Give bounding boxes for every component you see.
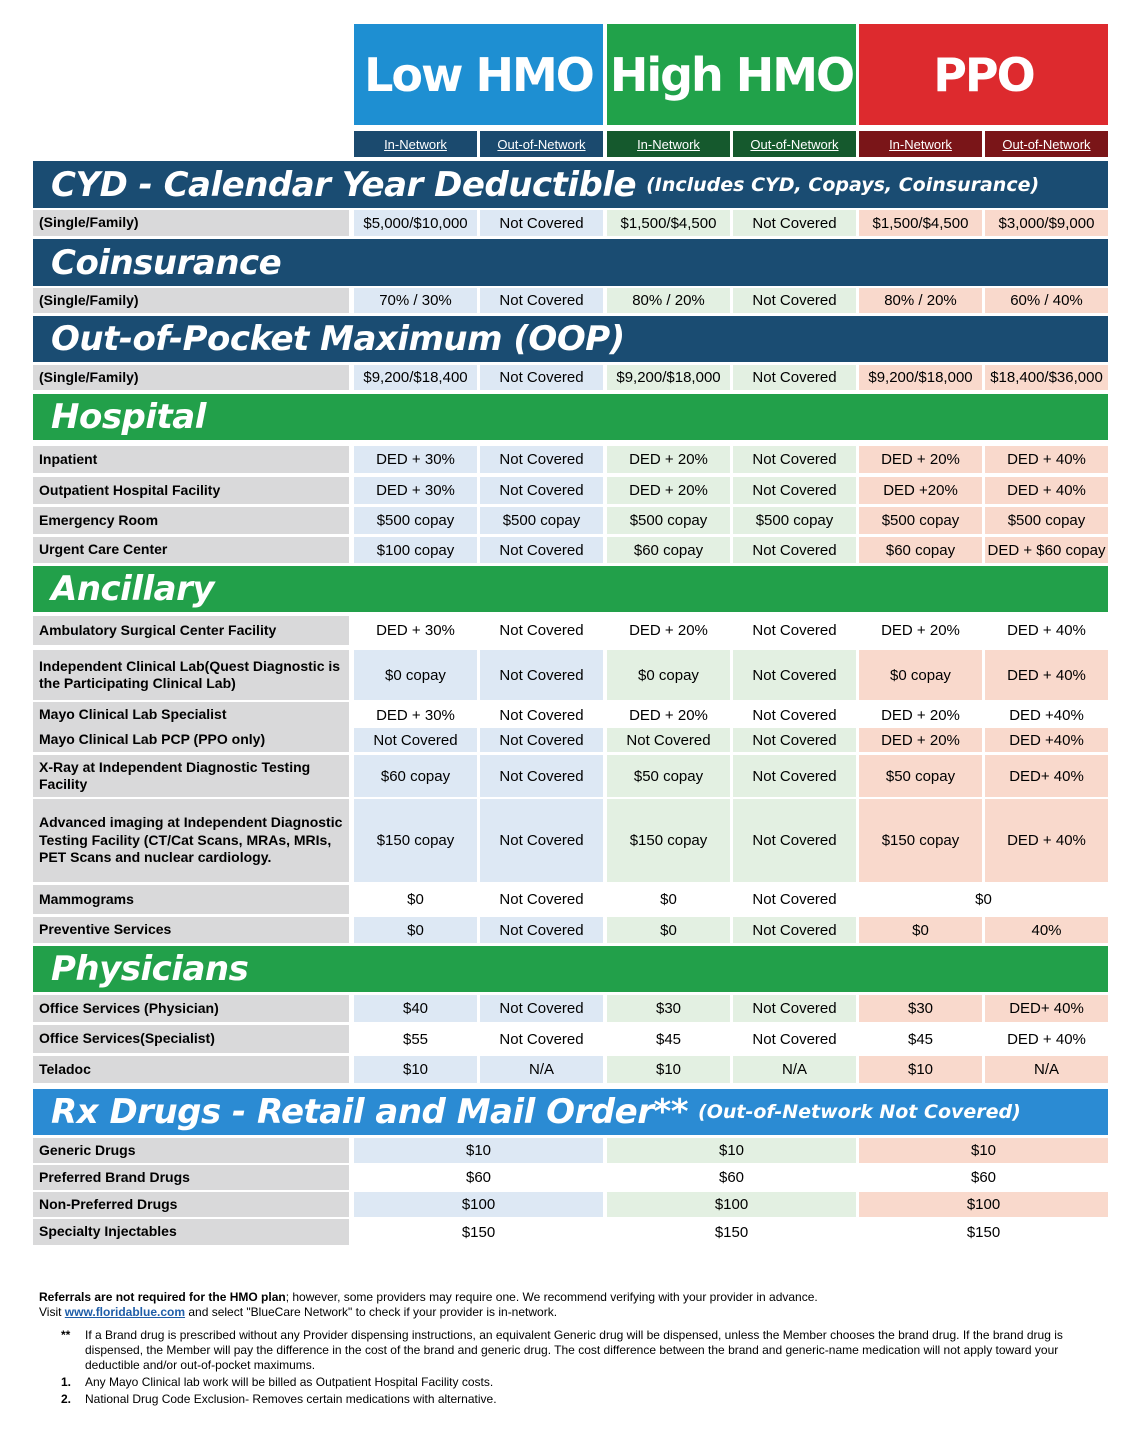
benefit-cell: DED + 20% <box>859 702 982 728</box>
benefit-cell: DED + 40% <box>985 616 1108 645</box>
benefit-cell: Not Covered <box>480 616 603 645</box>
benefit-cell: $500 copay <box>480 507 603 534</box>
benefit-cell: $3,000/$9,000 <box>985 210 1108 236</box>
benefit-cell: DED +20% <box>859 477 982 504</box>
benefit-cell: Not Covered <box>480 702 603 728</box>
row-label: Office Services (Physician) <box>33 995 349 1022</box>
benefit-cell: $0 <box>859 885 1108 914</box>
benefit-cell: Not Covered <box>733 917 856 943</box>
benefit-cell: DED +40% <box>985 702 1108 728</box>
benefit-cell: DED + 40% <box>985 446 1108 473</box>
row-label: Urgent Care Center <box>33 537 349 563</box>
benefit-cell: $60 <box>607 1165 856 1190</box>
visit-suffix: and select "BlueCare Network" to check if your provider is in-network. <box>185 1305 558 1319</box>
section-header <box>33 239 1108 286</box>
row-label: (Single/Family) <box>33 288 349 313</box>
in-network-tab-high-hmo[interactable]: In-Network <box>607 131 730 157</box>
row-label: Generic Drugs <box>33 1138 349 1163</box>
benefit-cell: DED + 30% <box>354 446 477 473</box>
benefit-cell: $100 copay <box>354 537 477 563</box>
benefit-cell: N/A <box>480 1056 603 1083</box>
benefit-cell: DED + 20% <box>607 616 730 645</box>
benefit-cell: N/A <box>985 1056 1108 1083</box>
benefit-cell: $60 copay <box>859 537 982 563</box>
benefit-cell: $10 <box>607 1138 856 1163</box>
benefit-cell: $60 <box>354 1165 603 1190</box>
benefit-cell: Not Covered <box>480 917 603 943</box>
section-title: Physicians <box>51 949 249 989</box>
benefit-cell: Not Covered <box>733 799 856 882</box>
benefit-cell: DED + 40% <box>985 477 1108 504</box>
benefit-cell: 70% / 30% <box>354 288 477 313</box>
benefit-cell: Not Covered <box>733 210 856 236</box>
benefit-cell: DED+ 40% <box>985 755 1108 797</box>
section-title: Ancillary <box>51 569 215 609</box>
section-header <box>33 394 1108 440</box>
benefit-cell: Not Covered <box>480 799 603 882</box>
benefit-cell: $100 <box>354 1192 603 1217</box>
benefit-cell: $150 <box>354 1219 603 1245</box>
row-label: Outpatient Hospital Facility <box>33 477 349 504</box>
benefit-cell: Not Covered <box>480 995 603 1022</box>
benefit-cell: DED + 30% <box>354 477 477 504</box>
benefit-cell: Not Covered <box>480 1025 603 1053</box>
section-title: Out-of-Pocket Maximum (OOP) <box>51 319 625 359</box>
benefit-cell: Not Covered <box>480 537 603 563</box>
out-of-network-tab-high-hmo[interactable]: Out-of-Network <box>733 131 856 157</box>
benefit-cell: DED + 20% <box>607 702 730 728</box>
benefit-cell: $10 <box>354 1056 477 1083</box>
plan-header-high-hmo: High HMO <box>607 24 856 125</box>
benefit-cell: $150 copay <box>859 799 982 882</box>
footnote-mark: 1. <box>61 1375 72 1389</box>
benefit-cell: $0 <box>607 885 730 914</box>
benefit-cell: $0 copay <box>354 650 477 700</box>
benefit-cell: $10 <box>859 1056 982 1083</box>
row-label: Mayo Clinical Lab PCP (PPO only) <box>33 728 349 752</box>
section-title: CYD - Calendar Year Deductible <box>51 164 637 205</box>
benefit-cell: $60 copay <box>607 537 730 563</box>
benefit-cell: $500 copay <box>985 507 1108 534</box>
benefit-cell: Not Covered <box>480 288 603 313</box>
benefit-cell: DED + 40% <box>985 650 1108 700</box>
row-label: Mammograms <box>33 885 349 914</box>
footnote-list <box>61 1328 1099 1407</box>
row-label: Independent Clinical Lab(Quest Diagnostic is the Participating Clinical Lab) <box>33 650 349 700</box>
row-label: Preferred Brand Drugs <box>33 1165 349 1190</box>
benefit-cell: Not Covered <box>480 210 603 236</box>
benefit-cell: DED + 30% <box>354 616 477 645</box>
benefit-cell: $500 copay <box>607 507 730 534</box>
benefit-cell: $150 copay <box>354 799 477 882</box>
footnote-mark: ** <box>61 1328 71 1342</box>
row-label: (Single/Family) <box>33 210 349 236</box>
benefit-cell: DED + $60 copay <box>985 537 1108 563</box>
section-header <box>33 316 1108 362</box>
benefit-cell: $150 <box>859 1219 1108 1245</box>
benefit-cell: $45 <box>607 1025 730 1053</box>
section-title: Coinsurance <box>51 242 282 283</box>
row-label: (Single/Family) <box>33 365 349 390</box>
benefit-cell: $500 copay <box>354 507 477 534</box>
benefit-cell: DED + 20% <box>859 728 982 752</box>
footnote-text: If a Brand drug is prescribed without any Provider dispensing instructions, an equivalent Generic drug will be dispensed, unless the Member chooses the brand drug. If the brand drug is dispensed, the Member will pay the difference in the cost of the brand and generic drug. The cost difference between the brand and generic-name medication will not apply toward your deductible and/or out-of-pocket maximums. <box>85 1328 1063 1372</box>
benefit-cell: $0 copay <box>607 650 730 700</box>
footnote <box>61 1375 1099 1390</box>
benefit-cell: DED + 20% <box>859 616 982 645</box>
benefit-cell: $100 <box>859 1192 1108 1217</box>
benefit-cell: $150 <box>607 1219 856 1245</box>
section-header <box>33 161 1108 208</box>
benefit-cell: $10 <box>354 1138 603 1163</box>
in-network-tab-low-hmo[interactable]: In-Network <box>354 131 477 157</box>
section-note: (Includes CYD, Copays, Coinsurance) <box>646 173 1040 196</box>
benefit-cell: Not Covered <box>480 728 603 752</box>
benefit-cell: $55 <box>354 1025 477 1053</box>
row-label: Advanced imaging at Independent Diagnostic Testing Facility (CT/Cat Scans, MRAs, MRIs, PET Scans and nuclear cardiology. <box>33 799 349 882</box>
benefit-cell: $5,000/$10,000 <box>354 210 477 236</box>
benefit-cell: Not Covered <box>733 288 856 313</box>
benefit-cell: $40 <box>354 995 477 1022</box>
benefit-cell: Not Covered <box>480 755 603 797</box>
in-network-tab-ppo[interactable]: In-Network <box>859 131 982 157</box>
section-title: Hospital <box>51 397 206 437</box>
benefit-cell: $100 <box>607 1192 856 1217</box>
benefit-cell: $30 <box>607 995 730 1022</box>
row-label: X-Ray at Independent Diagnostic Testing Facility <box>33 755 349 797</box>
benefit-cell: 60% / 40% <box>985 288 1108 313</box>
visit-note <box>39 1305 1099 1320</box>
section-header <box>33 946 1108 992</box>
benefit-cell: Not Covered <box>733 365 856 390</box>
footnote-text: National Drug Code Exclusion- Removes certain medications with alternative. <box>85 1392 497 1406</box>
benefit-cell: $150 copay <box>607 799 730 882</box>
benefit-cell: DED+ 40% <box>985 995 1108 1022</box>
row-label: Ambulatory Surgical Center Facility <box>33 616 349 645</box>
floridablue-link[interactable]: www.floridablue.com <box>64 1305 186 1319</box>
benefit-cell: $45 <box>859 1025 982 1053</box>
benefit-cell: $18,400/$36,000 <box>985 365 1108 390</box>
benefit-cell: 40% <box>985 917 1108 943</box>
benefit-cell: DED + 40% <box>985 799 1108 882</box>
benefit-cell: $10 <box>859 1138 1108 1163</box>
referral-note-bold: Referrals are not required for the HMO plan <box>39 1290 286 1304</box>
benefit-cell: Not Covered <box>480 446 603 473</box>
benefit-cell: $0 <box>354 917 477 943</box>
out-of-network-tab-low-hmo[interactable]: Out-of-Network <box>480 131 603 157</box>
section-header <box>33 1089 1108 1135</box>
benefit-cell: $0 <box>859 917 982 943</box>
benefit-cell: 80% / 20% <box>607 288 730 313</box>
benefit-cell: DED + 20% <box>607 477 730 504</box>
footer-notes <box>39 1290 1099 1407</box>
benefit-cell: $500 copay <box>859 507 982 534</box>
section-header <box>33 566 1108 612</box>
benefit-cell: DED +40% <box>985 728 1108 752</box>
benefit-cell: $9,200/$18,000 <box>859 365 982 390</box>
footnote-mark: 2. <box>61 1392 72 1406</box>
benefit-cell: $9,200/$18,400 <box>354 365 477 390</box>
row-label: Non-Preferred Drugs <box>33 1192 349 1217</box>
benefit-cell: Not Covered <box>354 728 477 752</box>
benefit-cell: $0 <box>354 885 477 914</box>
benefit-cell: Not Covered <box>480 650 603 700</box>
row-label: Emergency Room <box>33 507 349 534</box>
visit-prefix: Visit <box>39 1305 65 1319</box>
benefit-cell: $9,200/$18,000 <box>607 365 730 390</box>
plan-header-low-hmo: Low HMO <box>354 24 603 125</box>
section-title: Rx Drugs - Retail and Mail Order** <box>51 1092 689 1132</box>
benefit-cell: Not Covered <box>733 477 856 504</box>
benefit-cell: Not Covered <box>733 885 856 914</box>
benefit-cell: Not Covered <box>480 365 603 390</box>
benefit-cell: $1,500/$4,500 <box>859 210 982 236</box>
benefit-cell: 80% / 20% <box>859 288 982 313</box>
footnote-text: Any Mayo Clinical lab work will be billed as Outpatient Hospital Facility costs. <box>85 1375 494 1389</box>
benefit-cell: N/A <box>733 1056 856 1083</box>
footnote <box>61 1392 1099 1407</box>
benefit-cell: $50 copay <box>859 755 982 797</box>
plan-header-ppo: PPO <box>859 24 1108 125</box>
benefit-cell: Not Covered <box>733 1025 856 1053</box>
benefit-cell: $60 copay <box>354 755 477 797</box>
footnote <box>61 1328 1099 1373</box>
benefit-cell: Not Covered <box>480 885 603 914</box>
benefit-cell: Not Covered <box>733 650 856 700</box>
row-label: Teladoc <box>33 1056 349 1083</box>
benefit-cell: Not Covered <box>733 537 856 563</box>
benefit-cell: DED + 30% <box>354 702 477 728</box>
row-label: Office Services(Specialist) <box>33 1025 349 1053</box>
benefit-cell: DED + 40% <box>985 1025 1108 1053</box>
benefit-cell: $60 <box>859 1165 1108 1190</box>
row-label: Mayo Clinical Lab Specialist <box>33 702 349 728</box>
section-note: (Out-of-Network Not Covered) <box>698 1101 1021 1123</box>
benefit-cell: Not Covered <box>733 728 856 752</box>
row-label: Inpatient <box>33 446 349 473</box>
benefit-cell: $10 <box>607 1056 730 1083</box>
benefit-cell: $500 copay <box>733 507 856 534</box>
benefit-cell: $0 copay <box>859 650 982 700</box>
benefit-cell: DED + 20% <box>859 446 982 473</box>
benefit-cell: Not Covered <box>733 616 856 645</box>
benefit-cell: Not Covered <box>480 477 603 504</box>
referral-note-text: ; however, some providers may require one. We recommend verifying with your provider in advance. <box>285 1290 818 1304</box>
benefit-cell: Not Covered <box>733 446 856 473</box>
benefit-cell: $1,500/$4,500 <box>607 210 730 236</box>
row-label: Specialty Injectables <box>33 1219 349 1245</box>
benefit-cell: $50 copay <box>607 755 730 797</box>
out-of-network-tab-ppo[interactable]: Out-of-Network <box>985 131 1108 157</box>
benefit-cell: DED + 20% <box>607 446 730 473</box>
benefit-cell: Not Covered <box>607 728 730 752</box>
benefit-cell: Not Covered <box>733 995 856 1022</box>
benefit-cell: $30 <box>859 995 982 1022</box>
referral-note <box>39 1290 1099 1305</box>
benefit-cell: $0 <box>607 917 730 943</box>
benefit-cell: Not Covered <box>733 755 856 797</box>
benefit-cell: Not Covered <box>733 702 856 728</box>
row-label: Preventive Services <box>33 917 349 943</box>
